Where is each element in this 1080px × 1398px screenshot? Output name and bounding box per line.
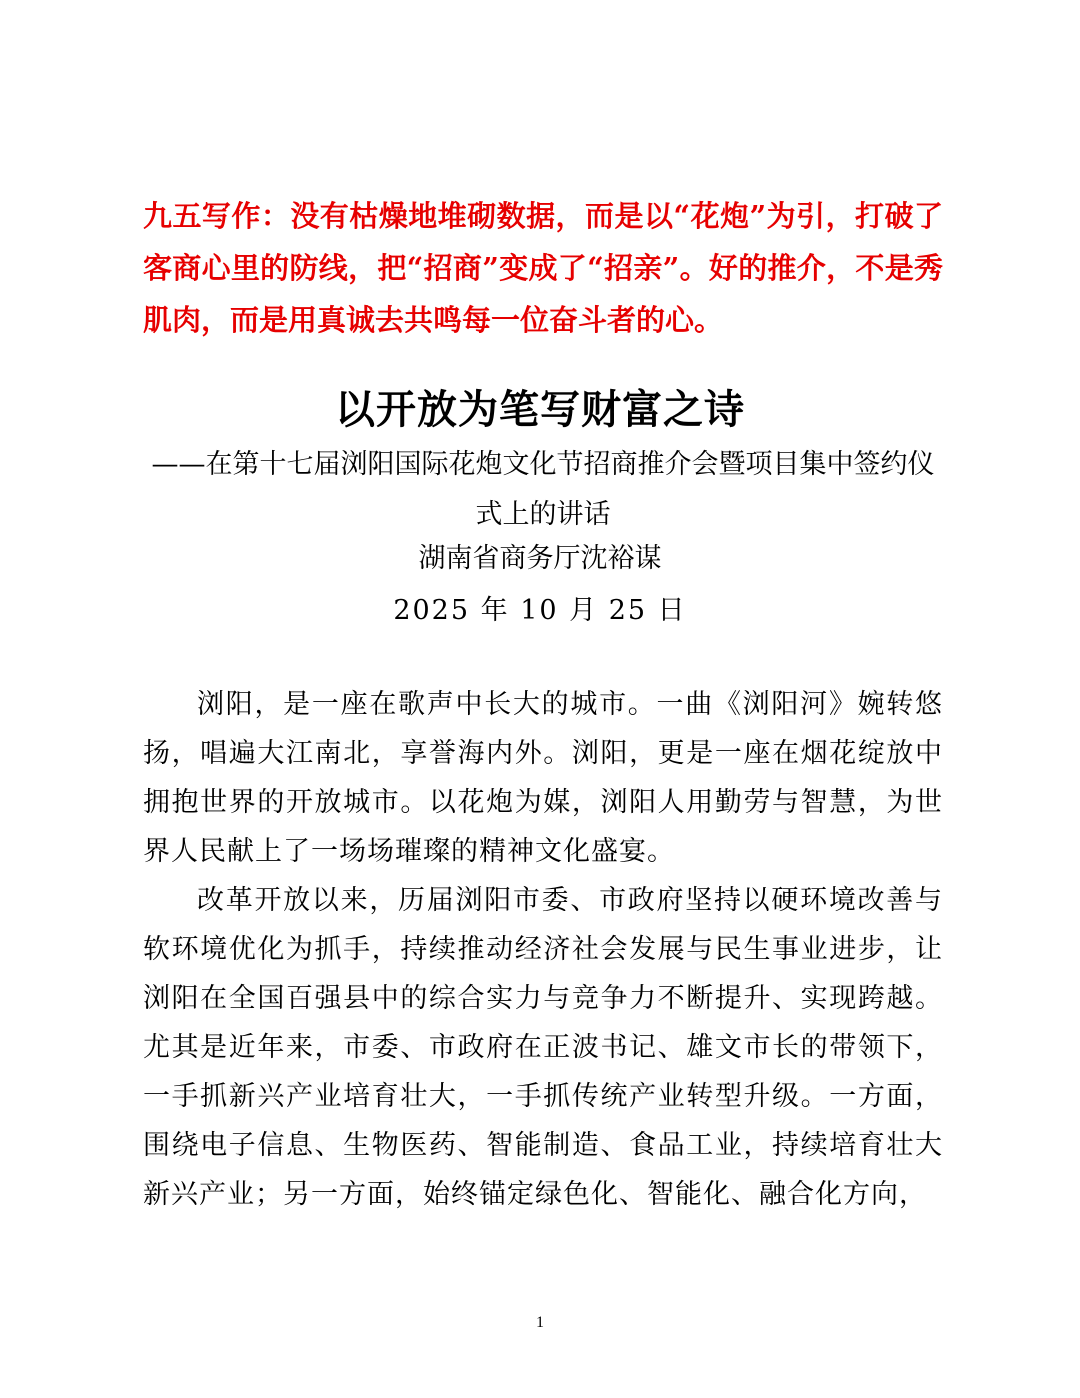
body-paragraph-1: 浏阳，是一座在歌声中长大的城市。一曲《浏阳河》婉转悠扬，唱遍大江南北，享誉海内外。浏阳，更是一座在烟花绽放中拥抱世界的开放城市。以花炮为媒，浏阳人用勤劳与智慧，为世界人民献上了一场场璀璨的精神文化盛宴。 [143, 689, 943, 867]
speech-title: 以开放为笔写财富之诗 [335, 386, 745, 433]
body-paragraph-2: 改革开放以来，历届浏阳市委、市政府坚持以硬环境改善与软环境优化为抓手，持续推动经济社会发展与民生事业进步，让浏阳在全国百强县中的综合实力与竞争力不断提升、实现跨越。尤其是近年来，市委、市政府在正波书记、雄文市长的带领下，一手抓新兴产业培育壮大，一手抓传统产业转型升级。一方面，围绕电子信息、生物医药、智能制造、食品工业，持续培育壮大新兴产业；另一方面，始终锚定绿色化、智能化、融合化方向， [143, 885, 943, 1210]
page-number: 1 [536, 1314, 544, 1331]
speech-subtitle: ——在第十七届浏阳国际花炮文化节招商推介会暨项目集中签约仪式上的讲话 [151, 449, 935, 530]
editor-note: 九五写作：没有枯燥地堆砌数据，而是以“花炮”为引，打破了客商心里的防线，把“招商”变成了“招亲”。好的推介，不是秀肌肉，而是用真诚去共鸣每一位奋斗者的心。 [143, 199, 943, 337]
speech-author: 湖南省商务厅沈裕谋 [418, 543, 662, 574]
body-text [143, 680, 943, 1219]
speech-date: 2025 年 10 月 25 日 [393, 595, 687, 626]
